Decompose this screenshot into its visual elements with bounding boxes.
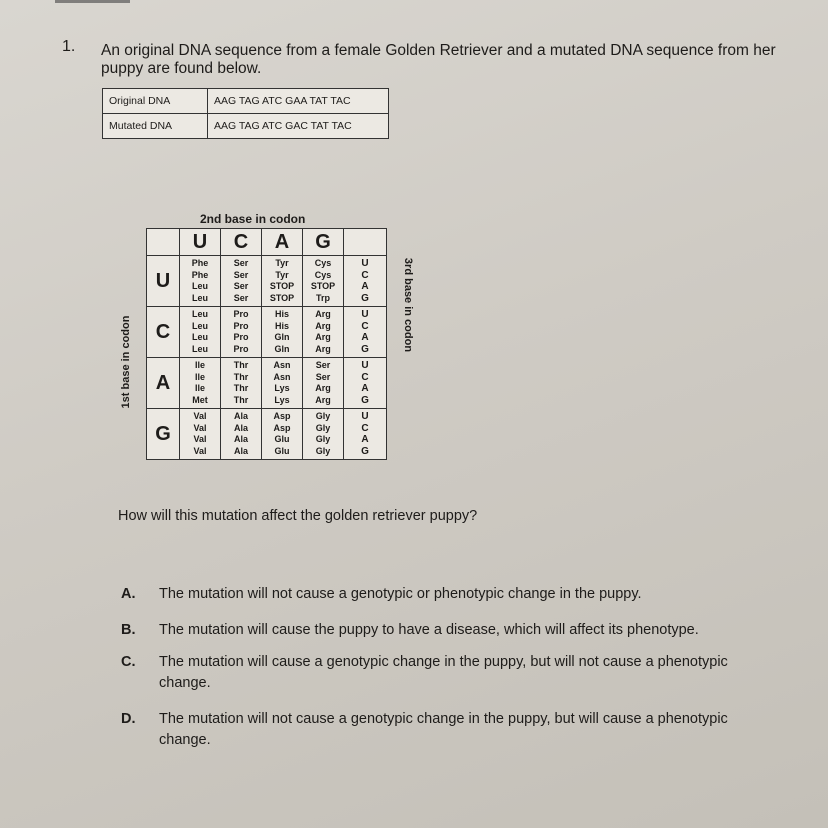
amino-acid: Phe	[191, 269, 209, 280]
second-base-header: U	[180, 229, 221, 256]
first-base-header: C	[147, 307, 180, 358]
third-base: A	[361, 434, 369, 445]
amino-acid: Pro	[233, 309, 249, 319]
amino-acid: Arg	[315, 320, 331, 331]
amino-acid: Arg	[315, 383, 331, 393]
amino-acid: Gly	[315, 411, 331, 421]
amino-acid: Cys	[314, 269, 332, 280]
amino-acid: Gly	[315, 422, 331, 433]
question-number: 1.	[62, 38, 76, 55]
third-base: U	[361, 309, 369, 320]
amino-acid: Met	[192, 394, 208, 405]
codon-cell	[221, 409, 262, 460]
dna-sequence: AAG TAG ATC GAC TAT TAC	[208, 114, 389, 139]
amino-acid: Ile	[194, 371, 205, 382]
third-base: C	[361, 371, 369, 383]
second-base-header: G	[303, 229, 344, 256]
answer-option-b[interactable]	[121, 620, 781, 641]
amino-acid: Pro	[233, 343, 249, 354]
third-base-column	[344, 358, 387, 409]
third-base: G	[361, 292, 369, 304]
codon-row	[147, 256, 387, 307]
amino-acid: Asn	[273, 371, 291, 382]
option-text-continued: change.	[159, 675, 211, 691]
amino-acid: Thr	[233, 360, 249, 370]
codon-cell	[221, 307, 262, 358]
third-base: U	[361, 360, 369, 371]
amino-acid: Asp	[273, 422, 291, 433]
codon-cell	[180, 409, 221, 460]
amino-acid: Ala	[233, 445, 248, 456]
amino-acid: STOP	[269, 292, 295, 303]
amino-acid: Leu	[191, 309, 208, 319]
amino-acid: Val	[193, 422, 207, 433]
amino-acid: Arg	[315, 343, 331, 354]
amino-acid: Thr	[233, 371, 249, 382]
dna-label: Mutated DNA	[103, 114, 208, 139]
amino-acid: Ser	[233, 258, 249, 268]
amino-acid: Pro	[233, 320, 249, 331]
amino-acid: Ser	[233, 269, 249, 280]
amino-acid: Tyr	[275, 269, 289, 280]
third-base: A	[361, 281, 369, 292]
amino-acid: Asn	[273, 360, 291, 370]
amino-acid: Thr	[233, 394, 249, 405]
third-base: C	[361, 422, 369, 434]
codon-cell	[180, 358, 221, 409]
amino-acid: Glu	[274, 445, 290, 456]
first-base-header: U	[147, 256, 180, 307]
option-letter: C.	[121, 654, 136, 670]
amino-acid: Arg	[315, 309, 331, 319]
codon-row	[147, 409, 387, 460]
codon-cell	[221, 256, 262, 307]
amino-acid: Pro	[233, 332, 249, 342]
answer-option-a[interactable]	[121, 584, 781, 605]
option-text-continued: change.	[159, 732, 211, 748]
option-letter: A.	[121, 586, 136, 602]
amino-acid: Val	[193, 445, 207, 456]
option-text: The mutation will not cause a genotypic change in the puppy, but will cause a phenotypic	[159, 711, 728, 727]
amino-acid: Ala	[233, 434, 248, 444]
amino-acid: Glu	[274, 434, 290, 444]
codon-cell	[180, 307, 221, 358]
third-base: A	[361, 383, 369, 394]
amino-acid: Asp	[273, 411, 291, 421]
first-base-header: G	[147, 409, 180, 460]
codon-corner	[147, 229, 180, 256]
amino-acid: Gln	[274, 343, 290, 354]
third-base: G	[361, 445, 369, 457]
codon-chart	[146, 228, 387, 460]
answer-option-d[interactable]	[121, 709, 781, 751]
third-base-column	[344, 307, 387, 358]
table-row	[103, 89, 389, 114]
amino-acid: Lys	[274, 383, 290, 393]
amino-acid: Gly	[315, 445, 331, 456]
third-base-column	[344, 409, 387, 460]
amino-acid: Leu	[191, 292, 208, 303]
third-base: G	[361, 343, 369, 355]
codon-cell	[262, 358, 303, 409]
third-base: A	[361, 332, 369, 343]
third-base: C	[361, 269, 369, 281]
codon-cell	[262, 307, 303, 358]
codon-cell	[221, 358, 262, 409]
header-rule	[55, 0, 130, 3]
amino-acid: Ile	[194, 360, 205, 370]
amino-acid: Ser	[315, 360, 331, 370]
amino-acid: Ile	[194, 383, 205, 393]
amino-acid: His	[274, 309, 289, 319]
amino-acid: STOP	[310, 281, 336, 291]
amino-acid: Val	[193, 434, 207, 444]
amino-acid: Ser	[233, 292, 249, 303]
second-base-label: 2nd base in codon	[200, 212, 306, 226]
amino-acid: Lys	[274, 394, 290, 405]
third-base-label: 3rd base in codon	[402, 257, 414, 353]
amino-acid: Trp	[315, 292, 330, 303]
codon-cell	[262, 409, 303, 460]
codon-corner	[344, 229, 387, 256]
amino-acid: STOP	[269, 281, 295, 291]
table-row	[103, 114, 389, 139]
third-base: G	[361, 394, 369, 406]
second-base-header: A	[262, 229, 303, 256]
amino-acid: Cys	[314, 258, 332, 268]
amino-acid: His	[274, 320, 289, 331]
amino-acid: Tyr	[275, 258, 289, 268]
third-base: C	[361, 320, 369, 332]
codon-cell	[303, 307, 344, 358]
codon-cell	[303, 409, 344, 460]
first-base-label: 1st base in codon	[120, 315, 132, 409]
amino-acid: Leu	[191, 343, 208, 354]
option-text: The mutation will not cause a genotypic or phenotypic change in the puppy.	[159, 586, 642, 602]
answer-option-c[interactable]	[121, 652, 781, 694]
amino-acid: Val	[193, 411, 207, 421]
amino-acid: Thr	[233, 383, 249, 393]
codon-row	[147, 307, 387, 358]
amino-acid: Gly	[315, 434, 331, 444]
dna-label: Original DNA	[103, 89, 208, 114]
codon-cell	[180, 256, 221, 307]
option-letter: B.	[121, 622, 136, 638]
codon-cell	[303, 358, 344, 409]
option-letter: D.	[121, 711, 136, 727]
codon-row	[147, 358, 387, 409]
dna-sequence-table	[102, 88, 389, 139]
amino-acid: Leu	[191, 332, 208, 342]
amino-acid: Arg	[315, 394, 331, 405]
amino-acid: Ala	[233, 411, 248, 421]
second-base-header: C	[221, 229, 262, 256]
third-base: U	[361, 258, 369, 269]
option-text: The mutation will cause the puppy to have a disease, which will affect its phenotype.	[159, 622, 699, 638]
amino-acid: Leu	[191, 320, 208, 331]
first-base-header: A	[147, 358, 180, 409]
third-base-column	[344, 256, 387, 307]
amino-acid: Leu	[191, 281, 208, 291]
question-text: An original DNA sequence from a female Golden Retriever and a mutated DNA sequence from her puppy are found below.	[101, 42, 776, 77]
dna-sequence: AAG TAG ATC GAA TAT TAC	[208, 89, 389, 114]
amino-acid: Ser	[233, 281, 249, 291]
option-text: The mutation will cause a genotypic change in the puppy, but will not cause a phenotypic	[159, 654, 728, 670]
amino-acid: Ser	[315, 371, 331, 382]
amino-acid: Arg	[315, 332, 331, 342]
third-base: U	[361, 411, 369, 422]
question-prompt: How will this mutation affect the golden retriever puppy?	[118, 508, 478, 524]
amino-acid: Phe	[191, 258, 209, 268]
codon-header-row	[147, 229, 387, 256]
amino-acid: Ala	[233, 422, 248, 433]
amino-acid: Gln	[274, 332, 290, 342]
codon-cell	[303, 256, 344, 307]
codon-cell	[262, 256, 303, 307]
